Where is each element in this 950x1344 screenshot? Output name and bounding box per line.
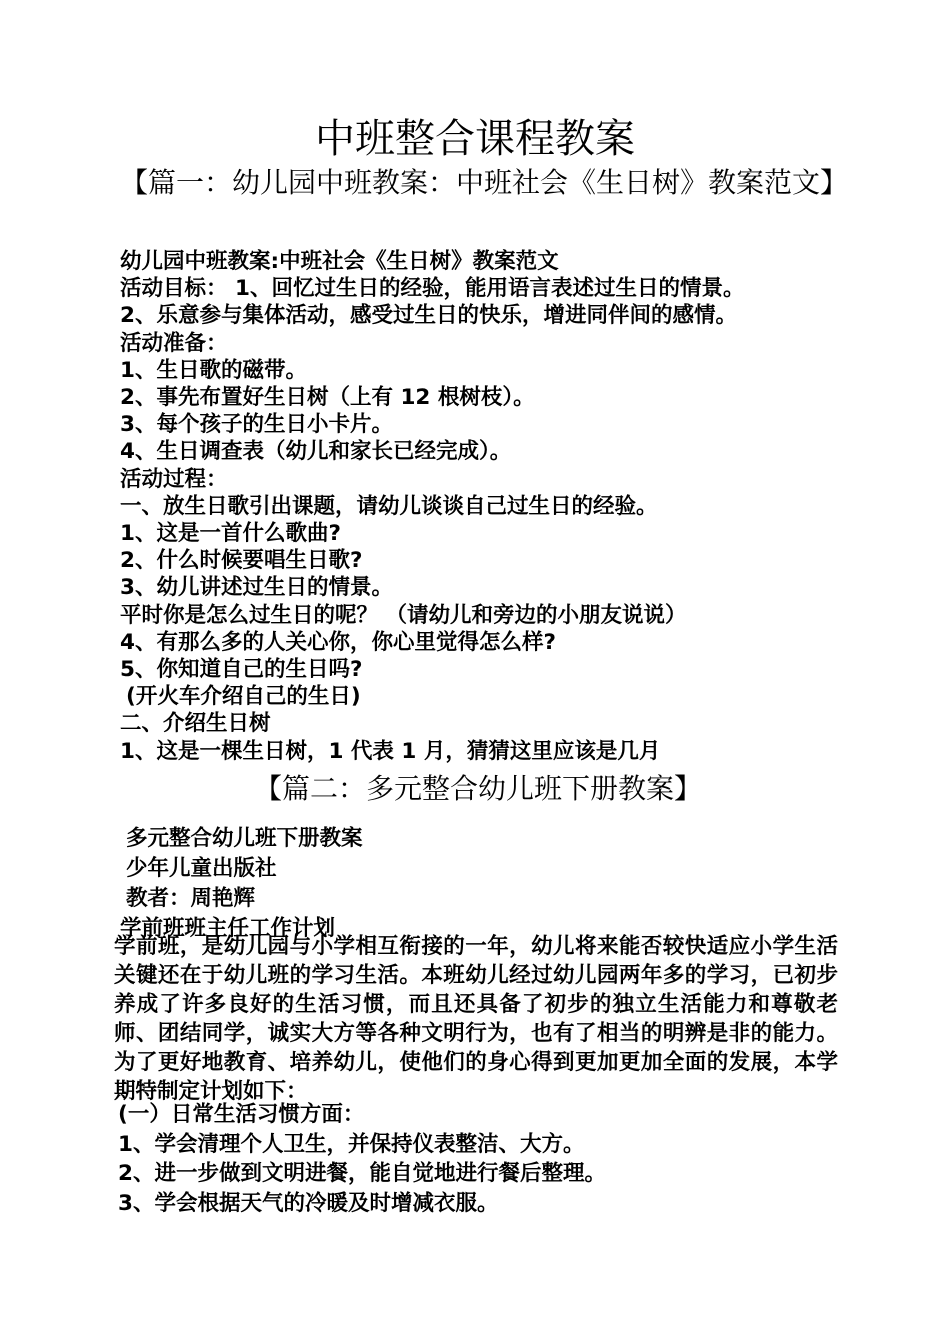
text-line: (一）日常生活习惯方面：	[118, 1102, 365, 1127]
text-line: 二、介绍生日树	[120, 711, 271, 737]
text-line: 幼儿园中班教案:中班社会《生日树》教案范文	[120, 249, 559, 274]
text-line: (开火车介绍自己的生日)	[126, 684, 361, 710]
text-line: 教者：周艳辉	[126, 886, 256, 911]
text-line: 2、什么时候要唱生日歌?	[120, 548, 363, 574]
text-line: 一、放生日歌引出课题，请幼儿谈谈自己过生日的经验。	[120, 493, 658, 519]
text-line: 1、这是一首什么歌曲?	[120, 521, 341, 547]
section2-paragraph: 学前班，是幼儿园与小学相互衔接的一年，幼儿将来能否较快适应小学生活关键还在于幼儿班的学习生活。本班幼儿经过幼儿园两年多的学习，已初步养成了许多良好的生活习惯，而且还具备了初步的独立生活能力和尊敬老师、团结同学，诚实大方等各种文明行为，也有了相当的明辨是非的能力。为了更好地教育、培养幼儿，使他们的身心得到更加更加全面的发展，本学期特制定计划如下：	[114, 934, 838, 1104]
text-line: 1、生日歌的磁带。	[120, 357, 307, 383]
text-line: 3、每个孩子的生日小卡片。	[120, 412, 393, 438]
text-line: 5、你知道自己的生日吗?	[120, 657, 363, 683]
text-line: 2、事先布置好生日树（上有 12 根树枝）。	[120, 385, 535, 411]
text-line: 活动准备：	[120, 330, 228, 356]
text-line: 学前班班主任工作计划	[120, 916, 336, 941]
section1-content	[120, 248, 840, 765]
section1-heading: 【篇一：幼儿园中班教案：中班社会《生日树》教案范文】	[120, 166, 849, 199]
text-line: 2、乐意参与集体活动，感受过生日的快乐，增进同伴间的感情。	[120, 303, 737, 329]
text-line: 少年儿童出版社	[126, 856, 277, 881]
text-line: 1、学会清理个人卫生，并保持仪表整洁、大方。	[118, 1131, 585, 1157]
section2-content	[118, 1100, 838, 1218]
section2-intro	[120, 824, 840, 944]
section2-heading: 【篇二：多元整合幼儿班下册教案】	[253, 772, 702, 805]
text-line: 1、这是一棵生日树，1 代表 1 月，猜猜这里应该是几月	[120, 738, 661, 764]
text-line: 活动目标： 1、回忆过生日的经验，能用语言表述过生日的情景。	[120, 276, 745, 302]
text-line: 3、学会根据天气的冷暖及时增减衣服。	[118, 1190, 499, 1216]
text-line: 活动过程：	[120, 466, 228, 492]
text-line: 平时你是怎么过生日的呢？ （请幼儿和旁边的小朋友说说）	[120, 602, 687, 628]
document-title: 中班整合课程教案	[315, 116, 635, 162]
text-line: 2、进一步做到文明进餐，能自觉地进行餐后整理。	[118, 1161, 606, 1186]
text-line: 多元整合幼儿班下册教案	[126, 826, 363, 851]
text-line: 3、幼儿讲述过生日的情景。	[120, 575, 393, 601]
text-line: 4、生日调查表（幼儿和家长已经完成）。	[120, 439, 512, 465]
text-line: 4、有那么多的人关心你，你心里觉得怎么样?	[120, 629, 556, 655]
